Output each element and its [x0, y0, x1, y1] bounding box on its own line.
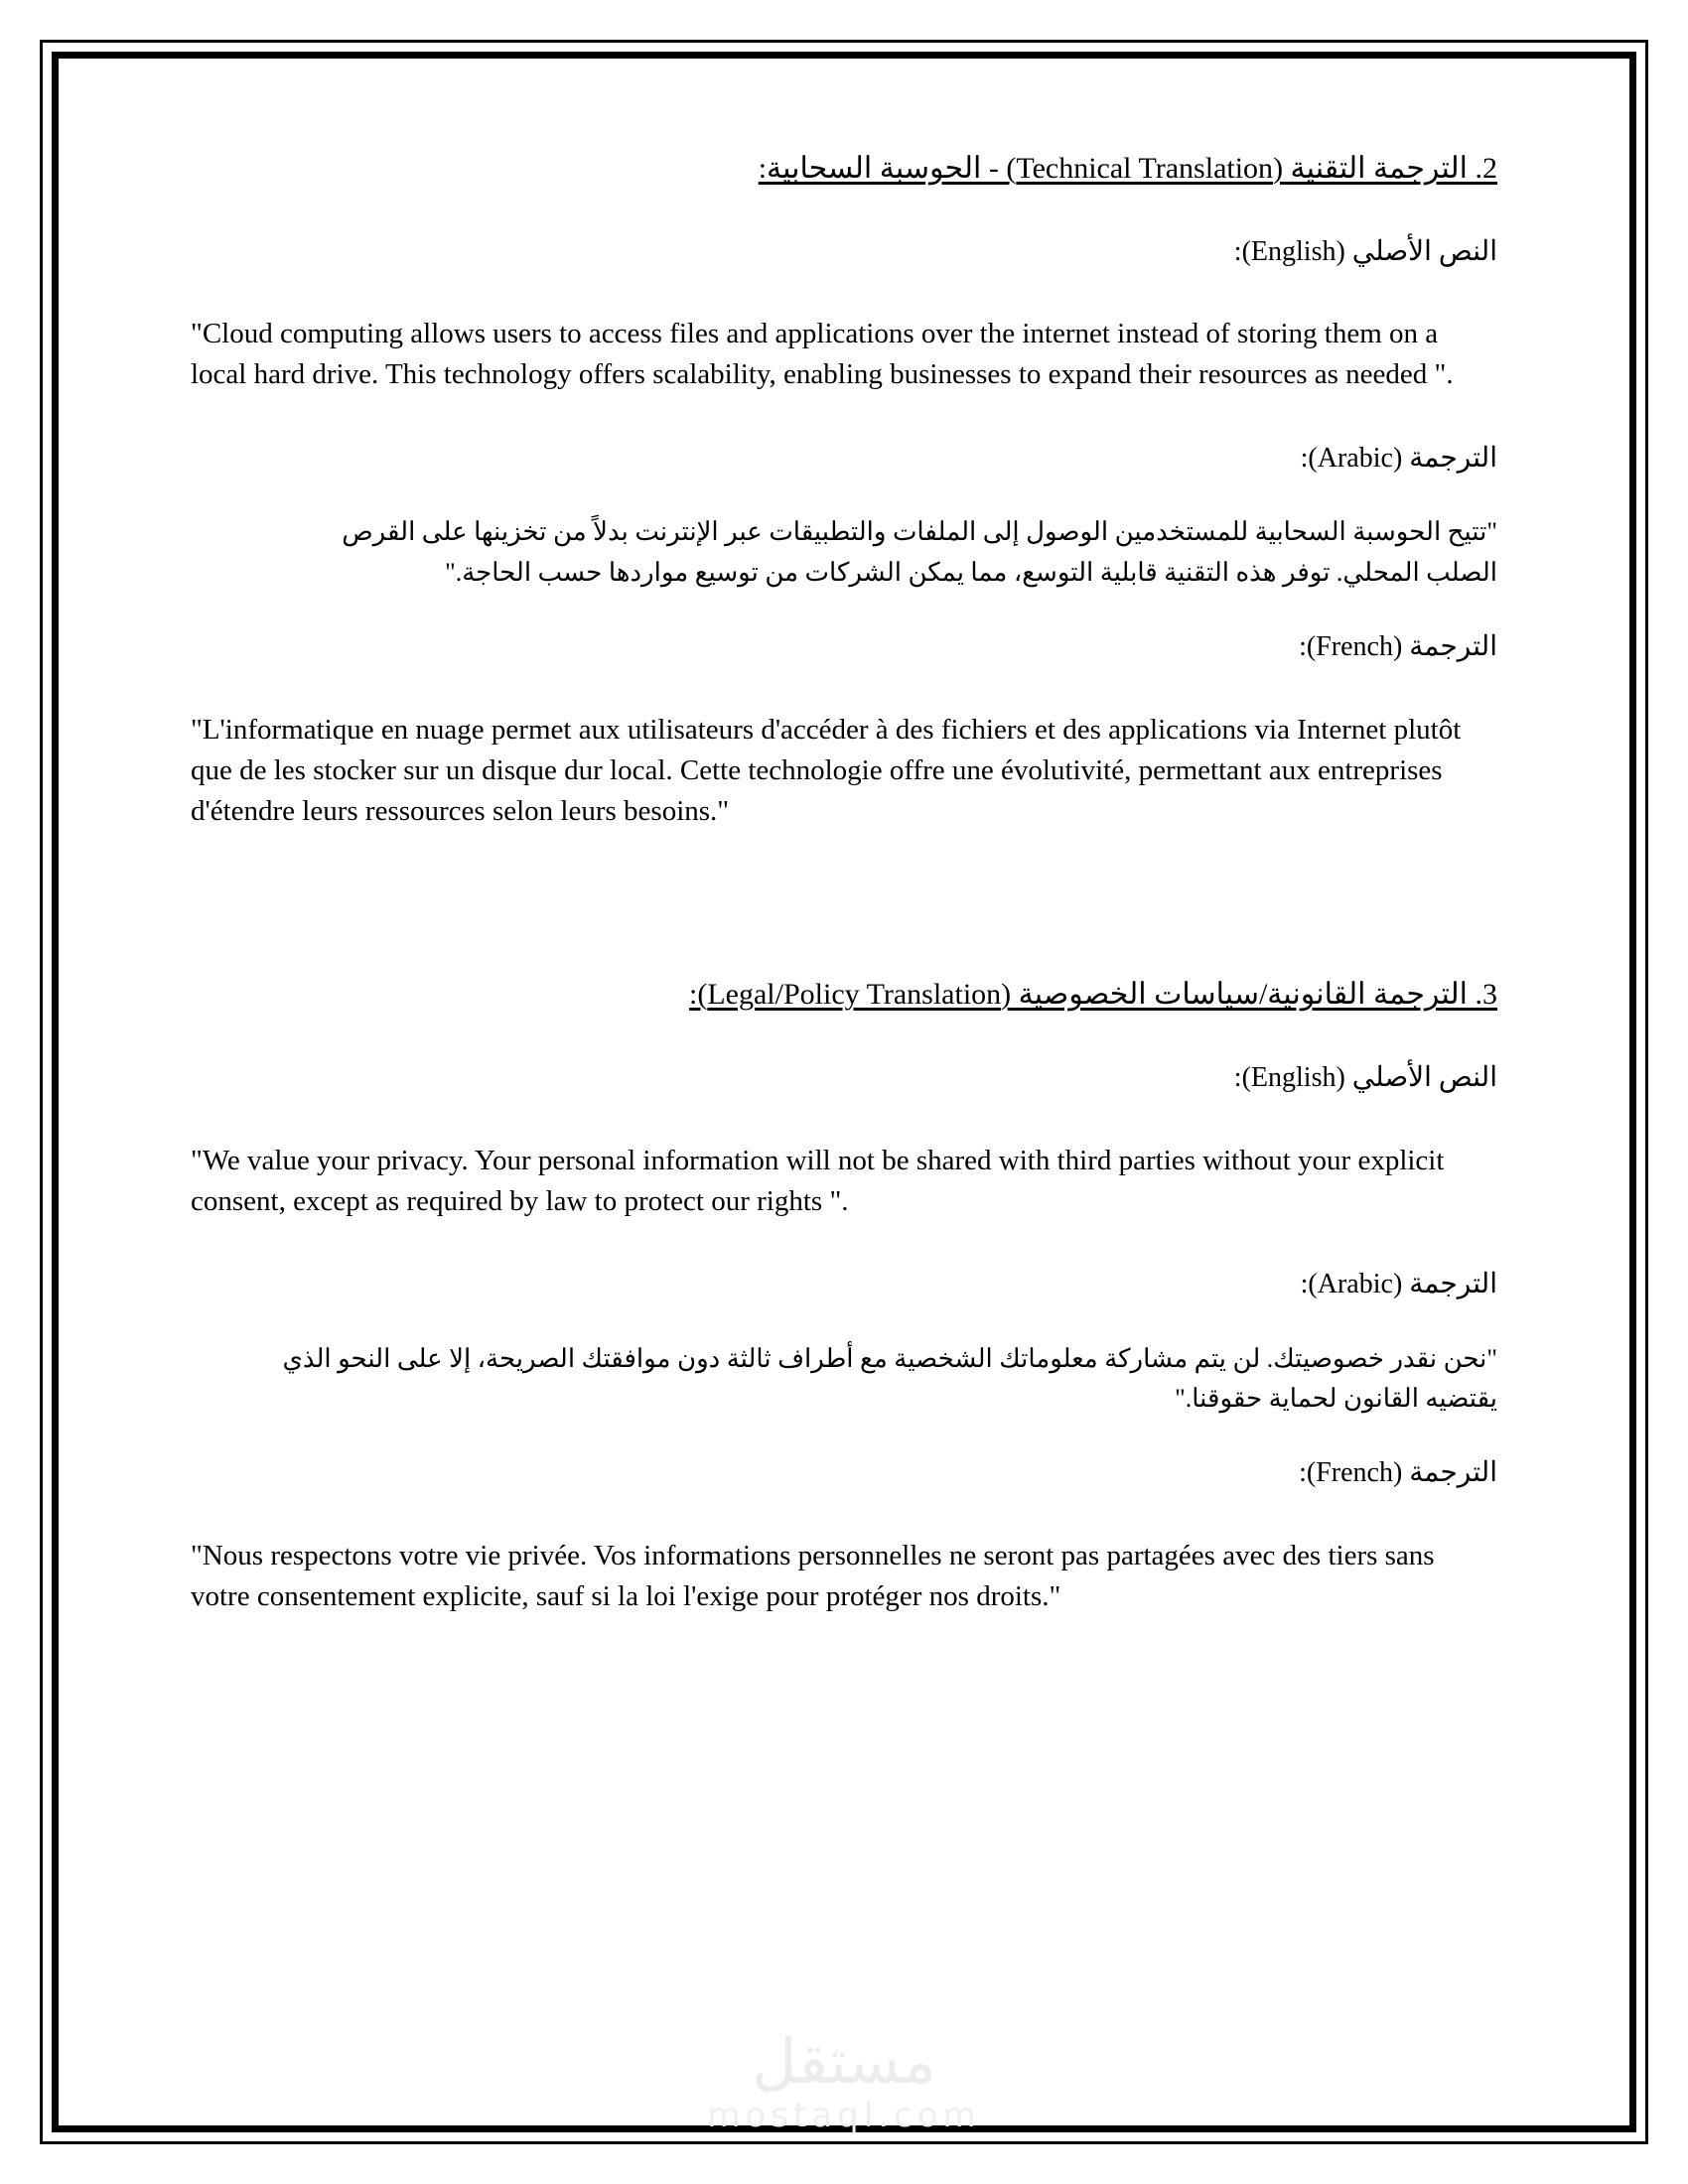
document-content	[119, 149, 1569, 2045]
source-label-legal: النص الأصلي (English):	[1233, 1061, 1497, 1093]
section-heading-technical-text: 2. الترجمة التقنية (Technical Translation) - الحوسبة السحابية:	[758, 152, 1497, 185]
section-heading-technical	[191, 149, 1497, 190]
watermark-latin-text: mostaql.com	[707, 2096, 981, 2135]
arabic-label-legal: الترجمة (Arabic):	[1300, 1268, 1497, 1299]
watermark-arabic-text: مستقل	[752, 2025, 936, 2098]
source-text-legal: "We value your privacy. Your personal information will not be shared with third parties without your explicit consent, except as required by law to protect our rights ".	[191, 1144, 1445, 1217]
arabic-label-technical: الترجمة (Arabic):	[1300, 442, 1497, 474]
source-label-technical: النص الأصلي (English):	[1233, 235, 1497, 267]
watermark	[0, 2025, 1688, 2135]
arabic-text-technical: "تتيح الحوسبة السحابية للمستخدمين الوصول إلى الملفات والتطبيقات عبر الإنترنت بدلاً من تخزينها على القرص الصلب المحلي. توفر هذه التقنية قابلية التوسع، مما يمكن الشركات من توسيع مواردها حسب الحاجة."	[342, 517, 1497, 587]
source-text-technical: "Cloud computing allows users to access files and applications over the internet instead of storing them on a local hard drive. This technology offers scalability, enabling businesses to expand their resources as needed ".	[191, 318, 1454, 391]
section-heading-legal-text: 3. الترجمة القانونية/سياسات الخصوصية (Legal/Policy Translation):	[689, 978, 1497, 1012]
french-text-technical: "L'informatique en nuage permet aux utilisateurs d'accéder à des fichiers et des applications via Internet plutôt que de les stocker sur un disque dur local. Cette technologie offre une évolutivité, permettant aux entreprises d'étendre leurs ressources selon leurs besoins."	[191, 713, 1462, 828]
section-heading-legal	[191, 975, 1497, 1016]
french-label-technical: الترجمة (French):	[1299, 631, 1497, 663]
arabic-text-legal: "نحن نقدر خصوصيتك. لن يتم مشاركة معلوماتك الشخصية مع أطراف ثالثة دون موافقتك الصريحة، إلا على النحو الذي يقتضيه القانون لحماية حقوقنا."	[282, 1343, 1497, 1414]
french-text-legal: "Nous respectons votre vie privée. Vos informations personnelles ne seront pas partagées avec des tiers sans votre consentement explicite, sauf si la loi l'exige pour protéger nos droits."	[191, 1540, 1435, 1613]
french-label-legal: الترجمة (French):	[1299, 1457, 1497, 1489]
